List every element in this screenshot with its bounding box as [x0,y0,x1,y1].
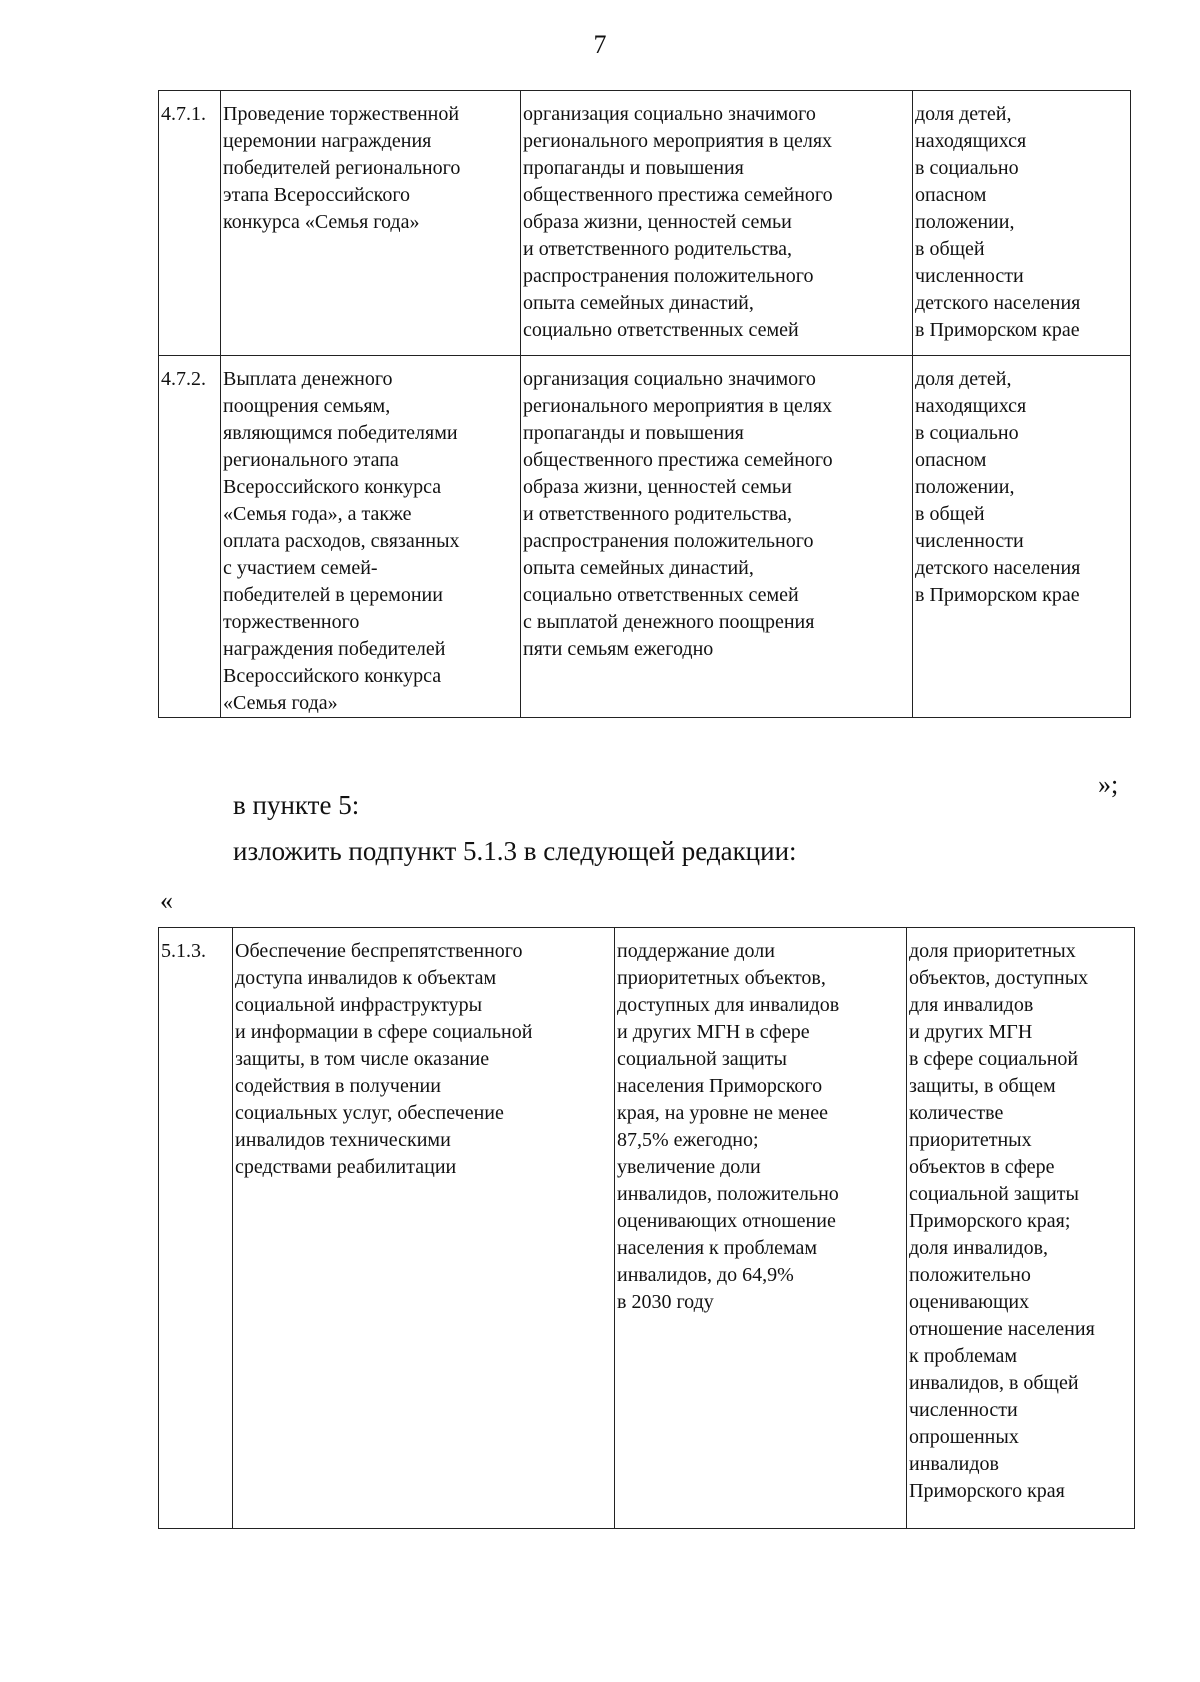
closing-quote: »; [1098,770,1119,799]
event-cell: Проведение торжественной церемонии награждения победителей регионального этапа Всероссийского конкурса «Семья года» [221,91,521,356]
item-number-cell: 4.7.1. [159,91,221,356]
event-cell: Выплата денежного поощрения семьям, являющимся победителями регионального этапа Всероссийского конкурса «Семья года», а также оплата расходов, связанных с участием семей- победителей в церемонии торжественного награждения победителей Всероссийского конкурса «Семья года» [221,356,521,718]
paragraph-edit-instruction: изложить подпункт 5.1.3 в следующей редакции: [233,836,797,866]
result-cell: организация социально значимого регионального мероприятия в целях пропаганды и повышения общественного престижа семейного образа жизни, ценностей семьи и ответственного родительства, распространения положительного опыта семейных династий, социально ответственных семей с выплатой денежного поощрения пяти семьям ежегодно [521,356,913,718]
result-cell: организация социально значимого регионального мероприятия в целях пропаганды и повышения общественного престижа семейного образа жизни, ценностей семьи и ответственного родительства, распространения положительного опыта семейных династий, социально ответственных семей [521,91,913,356]
measures-table-top [158,90,1131,718]
event-cell: Обеспечение беспрепятственного доступа инвалидов к объектам социальной инфраструктуры и информации в сфере социальной защиты, в том числе оказание содействия в получении социальных услуг, обеспечение инвалидов техническими средствами реабилитации [233,928,615,1529]
paragraph-point-5: в пункте 5: [233,790,360,820]
table-row [159,91,1131,356]
item-number-cell: 4.7.2. [159,356,221,718]
page-number: 7 [593,30,607,59]
result-cell: поддержание доли приоритетных объектов, доступных для инвалидов и других МГН в сфере социальной защиты населения Приморского края, на уровне не менее 87,5% ежегодно; увеличение доли инвалидов, положительно оценивающих отношение населения к проблемам инвалидов, до 64,9% в 2030 году [615,928,907,1529]
opening-quote: « [160,886,173,915]
measures-table-bottom [158,927,1135,1529]
indicator-cell: доля детей, находящихся в социально опасном положении, в общей численности детского населения в Приморском крае [913,356,1131,718]
table-row [159,356,1131,718]
indicator-cell: доля детей, находящихся в социально опасном положении, в общей численности детского населения в Приморском крае [913,91,1131,356]
indicator-cell: доля приоритетных объектов, доступных для инвалидов и других МГН в сфере социальной защиты, в общем количестве приоритетных объектов в сфере социальной защиты Приморского края; доля инвалидов, положительно оценивающих отношение населения к проблемам инвалидов, в общей численности опрошенных инвалидов Приморского края [907,928,1135,1529]
item-number-cell: 5.1.3. [159,928,233,1529]
table-row [159,928,1135,1529]
